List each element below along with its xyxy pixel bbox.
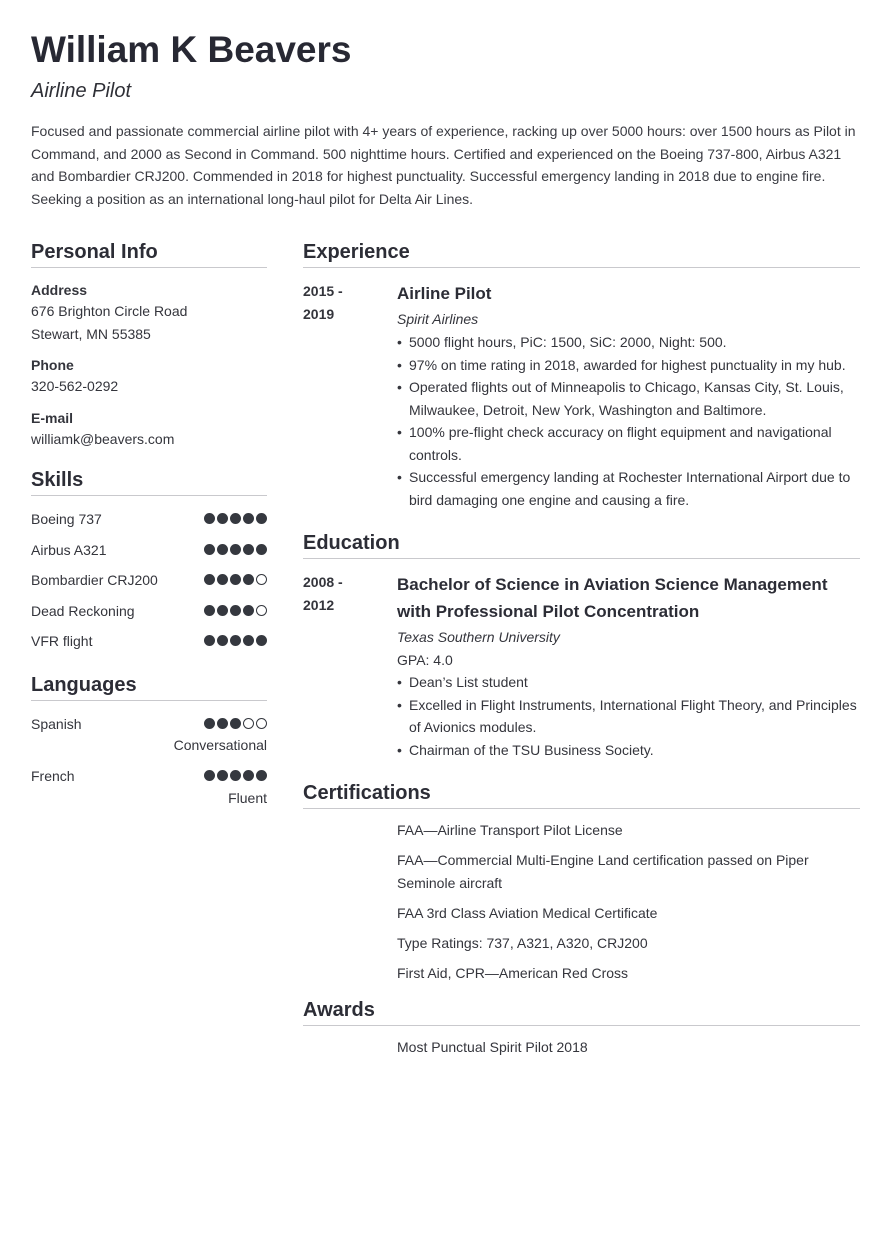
bullet-item: • 5000 flight hours, PiC: 1500, SiC: 2000, Night: 500. <box>397 331 860 354</box>
rating-dot-filled <box>256 770 267 781</box>
rating-dot-filled <box>243 574 254 585</box>
language-top <box>31 713 267 736</box>
email-value: williamk@beavers.com <box>31 430 175 447</box>
skill-row <box>31 539 267 562</box>
rating-dot-filled <box>217 513 228 524</box>
rating-dot-empty <box>256 605 267 616</box>
bullet-item: • Chairman of the TSU Business Society. <box>397 739 860 762</box>
certification-item: FAA—Commercial Multi-Engine Land certification passed on Piper Seminole aircraft <box>397 852 809 891</box>
resume-columns <box>31 240 860 1066</box>
bullet-item: • Operated flights out of Minneapolis to Chicago, Kansas City, St. Louis, Milwaukee, Detroit, New York, Washington and Baltimore. <box>397 376 860 421</box>
left-column <box>31 240 267 1066</box>
rating-dot-filled <box>204 635 215 646</box>
certification-item: FAA 3rd Class Aviation Medical Certificate <box>397 904 658 921</box>
rating-dot-filled <box>230 770 241 781</box>
date-start: 2015 - <box>303 283 343 299</box>
phone-label: Phone <box>31 357 74 373</box>
rating-dot-filled <box>217 770 228 781</box>
certifications-list <box>397 819 860 984</box>
education-title: Bachelor of Science in Aviation Science Management with Professional Pilot Concentration <box>397 575 828 621</box>
education-bullets <box>397 671 860 761</box>
skills-list <box>31 508 267 653</box>
rating-dot-filled <box>204 605 215 616</box>
rating-dot-filled <box>243 635 254 646</box>
skill-name: Boeing 737 <box>31 511 102 527</box>
education-list <box>303 571 860 761</box>
language-name: French <box>31 768 75 784</box>
skill-row <box>31 600 267 623</box>
skill-name: VFR flight <box>31 633 93 649</box>
education-dates <box>303 571 397 761</box>
personal-info-heading: Personal Info <box>31 240 267 268</box>
rating-dot-filled <box>243 513 254 524</box>
email-block <box>31 408 267 451</box>
skill-name: Airbus A321 <box>31 541 107 558</box>
experience-entry <box>303 280 860 511</box>
skill-name: Bombardier CRJ200 <box>31 572 158 588</box>
bullet-item: • Dean’s List student <box>397 671 860 694</box>
languages-list <box>31 713 267 808</box>
experience-organization: Spirit Airlines <box>397 311 479 327</box>
rating-dot-filled <box>256 513 267 524</box>
skill-row <box>31 508 267 531</box>
rating-dot-empty <box>243 718 254 729</box>
rating-dot-filled <box>243 605 254 616</box>
education-entry <box>303 571 860 761</box>
experience-heading: Experience <box>303 240 860 268</box>
rating-dots <box>204 574 267 585</box>
skill-row <box>31 630 267 653</box>
address-label: Address <box>31 282 88 298</box>
rating-dot-filled <box>243 770 254 781</box>
rating-dot-filled <box>230 544 241 555</box>
rating-dot-filled <box>204 513 215 524</box>
rating-dot-filled <box>204 544 215 555</box>
address-block <box>31 280 267 345</box>
certification-item: Type Ratings: 737, A321, A320, CRJ200 <box>397 934 648 951</box>
candidate-name: William K Beavers <box>31 29 352 70</box>
skills-heading: Skills <box>31 468 267 496</box>
rating-dots <box>204 718 267 729</box>
award-item: Most Punctual Spirit Pilot 2018 <box>397 1039 588 1055</box>
rating-dot-filled <box>256 544 267 555</box>
rating-dot-filled <box>217 574 228 585</box>
job-title: Airline Pilot <box>31 80 132 102</box>
rating-dot-filled <box>230 574 241 585</box>
certifications-heading: Certifications <box>303 781 860 809</box>
education-organization: Texas Southern University <box>397 629 560 645</box>
language-row <box>31 765 267 808</box>
right-column <box>303 240 860 1066</box>
rating-dot-empty <box>256 718 267 729</box>
date-end: 2019 <box>303 305 335 322</box>
language-name: Spanish <box>31 715 82 732</box>
language-level: Fluent <box>228 789 267 806</box>
phone-block <box>31 355 267 398</box>
education-body <box>397 571 860 761</box>
language-row <box>31 713 267 756</box>
rating-dot-filled <box>217 544 228 555</box>
rating-dot-filled <box>204 770 215 781</box>
experience-title: Airline Pilot <box>397 284 492 303</box>
awards-heading: Awards <box>303 998 860 1026</box>
awards-list <box>397 1036 860 1059</box>
rating-dot-filled <box>204 718 215 729</box>
rating-dot-filled <box>230 635 241 646</box>
education-heading: Education <box>303 531 860 559</box>
rating-dot-filled <box>217 718 228 729</box>
rating-dot-filled <box>230 513 241 524</box>
language-level: Conversational <box>173 737 267 753</box>
date-start: 2008 - <box>303 574 343 590</box>
rating-dots <box>204 544 267 555</box>
experience-bullets <box>397 331 860 511</box>
date-end: 2012 <box>303 596 335 613</box>
experience-body <box>397 280 860 511</box>
rating-dot-filled <box>256 635 267 646</box>
rating-dots <box>204 605 267 616</box>
rating-dots <box>204 635 267 646</box>
bullet-item: • 100% pre-flight check accuracy on flight equipment and navigational controls. <box>397 421 860 466</box>
rating-dot-filled <box>230 605 241 616</box>
profile-summary: Focused and passionate commercial airline pilot with 4+ years of experience, racking up over 5000 hours: over 1500 hours as Pilot in Command, and 2000 as Second in Command. 500 nighttime hours. Certified and experienced on the Boeing 737-800, Airbus A321 and Bombardier CRJ200. Commended in 2018 for highest punctuality. Successful emergency landing in 2018 due to engine fire. Seeking a position as an international long-haul pilot for Delta Air Lines. <box>31 123 856 207</box>
skill-name: Dead Reckoning <box>31 602 135 619</box>
experience-dates <box>303 280 397 511</box>
bullet-item: • Successful emergency landing at Rochester International Airport due to bird damaging one engine and causing a fire. <box>397 466 860 511</box>
rating-dot-filled <box>243 544 254 555</box>
email-label: E-mail <box>31 409 74 426</box>
certification-item: FAA—Airline Transport Pilot License <box>397 822 623 838</box>
skill-row <box>31 569 267 592</box>
rating-dot-filled <box>217 605 228 616</box>
address-line-1: 676 Brighton Circle Road <box>31 303 188 319</box>
rating-dot-filled <box>204 574 215 585</box>
rating-dots <box>204 770 267 781</box>
address-line-2: Stewart, MN 55385 <box>31 325 151 342</box>
rating-dot-filled <box>217 635 228 646</box>
rating-dot-empty <box>256 574 267 585</box>
bullet-item: • Excelled in Flight Instruments, International Flight Theory, and Principles of Avionics modules. <box>397 694 860 739</box>
rating-dot-filled <box>230 718 241 729</box>
bullet-item: • 97% on time rating in 2018, awarded for highest punctuality in my hub. <box>397 354 860 377</box>
gpa: GPA: 4.0 <box>397 652 453 668</box>
rating-dots <box>204 513 267 524</box>
languages-heading: Languages <box>31 673 267 701</box>
certification-item: First Aid, CPR—American Red Cross <box>397 964 629 981</box>
experience-list <box>303 280 860 511</box>
phone-value: 320-562-0292 <box>31 378 119 394</box>
language-top <box>31 765 267 788</box>
